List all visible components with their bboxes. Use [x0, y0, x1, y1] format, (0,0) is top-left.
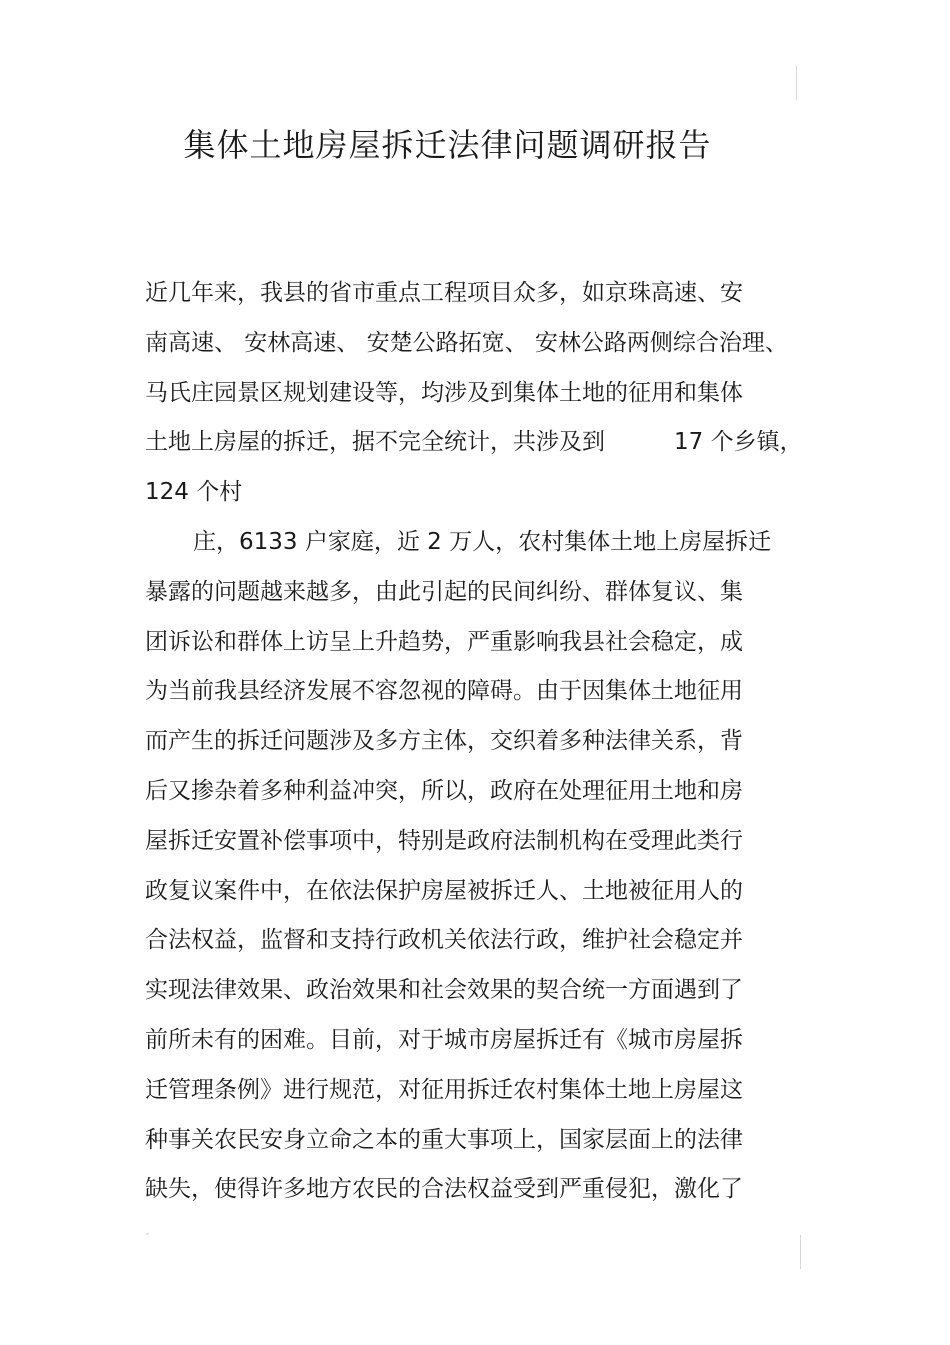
body-line: 前所未有的困难。目前，对于城市房屋拆迁有《城市房屋拆 — [145, 1026, 743, 1053]
body-line: 迁管理条例》进行规范，对征用拆迁农村集体土地上房屋这 — [145, 1076, 743, 1103]
body-line: 南高速、 安林高速、 安楚公路拓宽、 安林公路两侧综合治理、 — [145, 329, 788, 356]
page-edge-mark-top — [796, 66, 797, 100]
body-line: 马氏庄园景区规划建设等，均涉及到集体土地的征用和集体 — [145, 379, 743, 406]
body-line: 合法权益，监督和支持行政机关依法行政，维护社会稳定并 — [145, 927, 743, 954]
body-line: 124 个村 — [145, 479, 243, 506]
body-line-paragraph-start: 庄，6133 户家庭，近 2 万人，农村集体土地上房屋拆迁 — [193, 528, 772, 555]
body-line: 近几年来，我县的省市重点工程项目众多，如京珠高速、安 — [145, 280, 743, 306]
body-line: 而产生的拆迁问题涉及多方主体，交织着多种法律关系，背 — [145, 728, 743, 755]
page-edge-mark-bottom — [800, 1235, 801, 1269]
body-line: 缺失，使得许多地方农民的合法权益受到严重侵犯，激化了 — [145, 1176, 743, 1203]
body-line: 种事关农民安身立命之本的重大事项上，国家层面上的法律 — [145, 1126, 743, 1153]
document-title: 集体土地房屋拆迁法律问题调研报告 — [183, 126, 712, 164]
body-line: 后又掺杂着多种利益冲突，所以，政府在处理征用土地和房 — [145, 777, 743, 804]
body-line: 实现法律效果、政治效果和社会效果的契合统一方面遇到了 — [145, 977, 743, 1004]
body-line: 暴露的问题越来越多，由此引起的民间纠纷、群体复议、集 — [145, 578, 743, 605]
body-line: 政复议案件中，在依法保护房屋被拆迁人、土地被征用人的 — [145, 877, 743, 904]
document-body — [145, 272, 803, 1218]
body-line: 团诉讼和群体上访呈上升趋势，严重影响我县社会稳定，成 — [145, 628, 743, 655]
body-line: 屋拆迁安置补偿事项中，特别是政府法制机构在受理此类行 — [145, 827, 743, 854]
body-line: 为当前我县经济发展不容忽视的障碍。由于因集体土地征用 — [145, 678, 743, 705]
scan-speck — [146, 1233, 149, 1235]
body-line: 土地上房屋的拆迁，据不完全统计，共涉及到 17 个乡镇， — [145, 429, 803, 456]
